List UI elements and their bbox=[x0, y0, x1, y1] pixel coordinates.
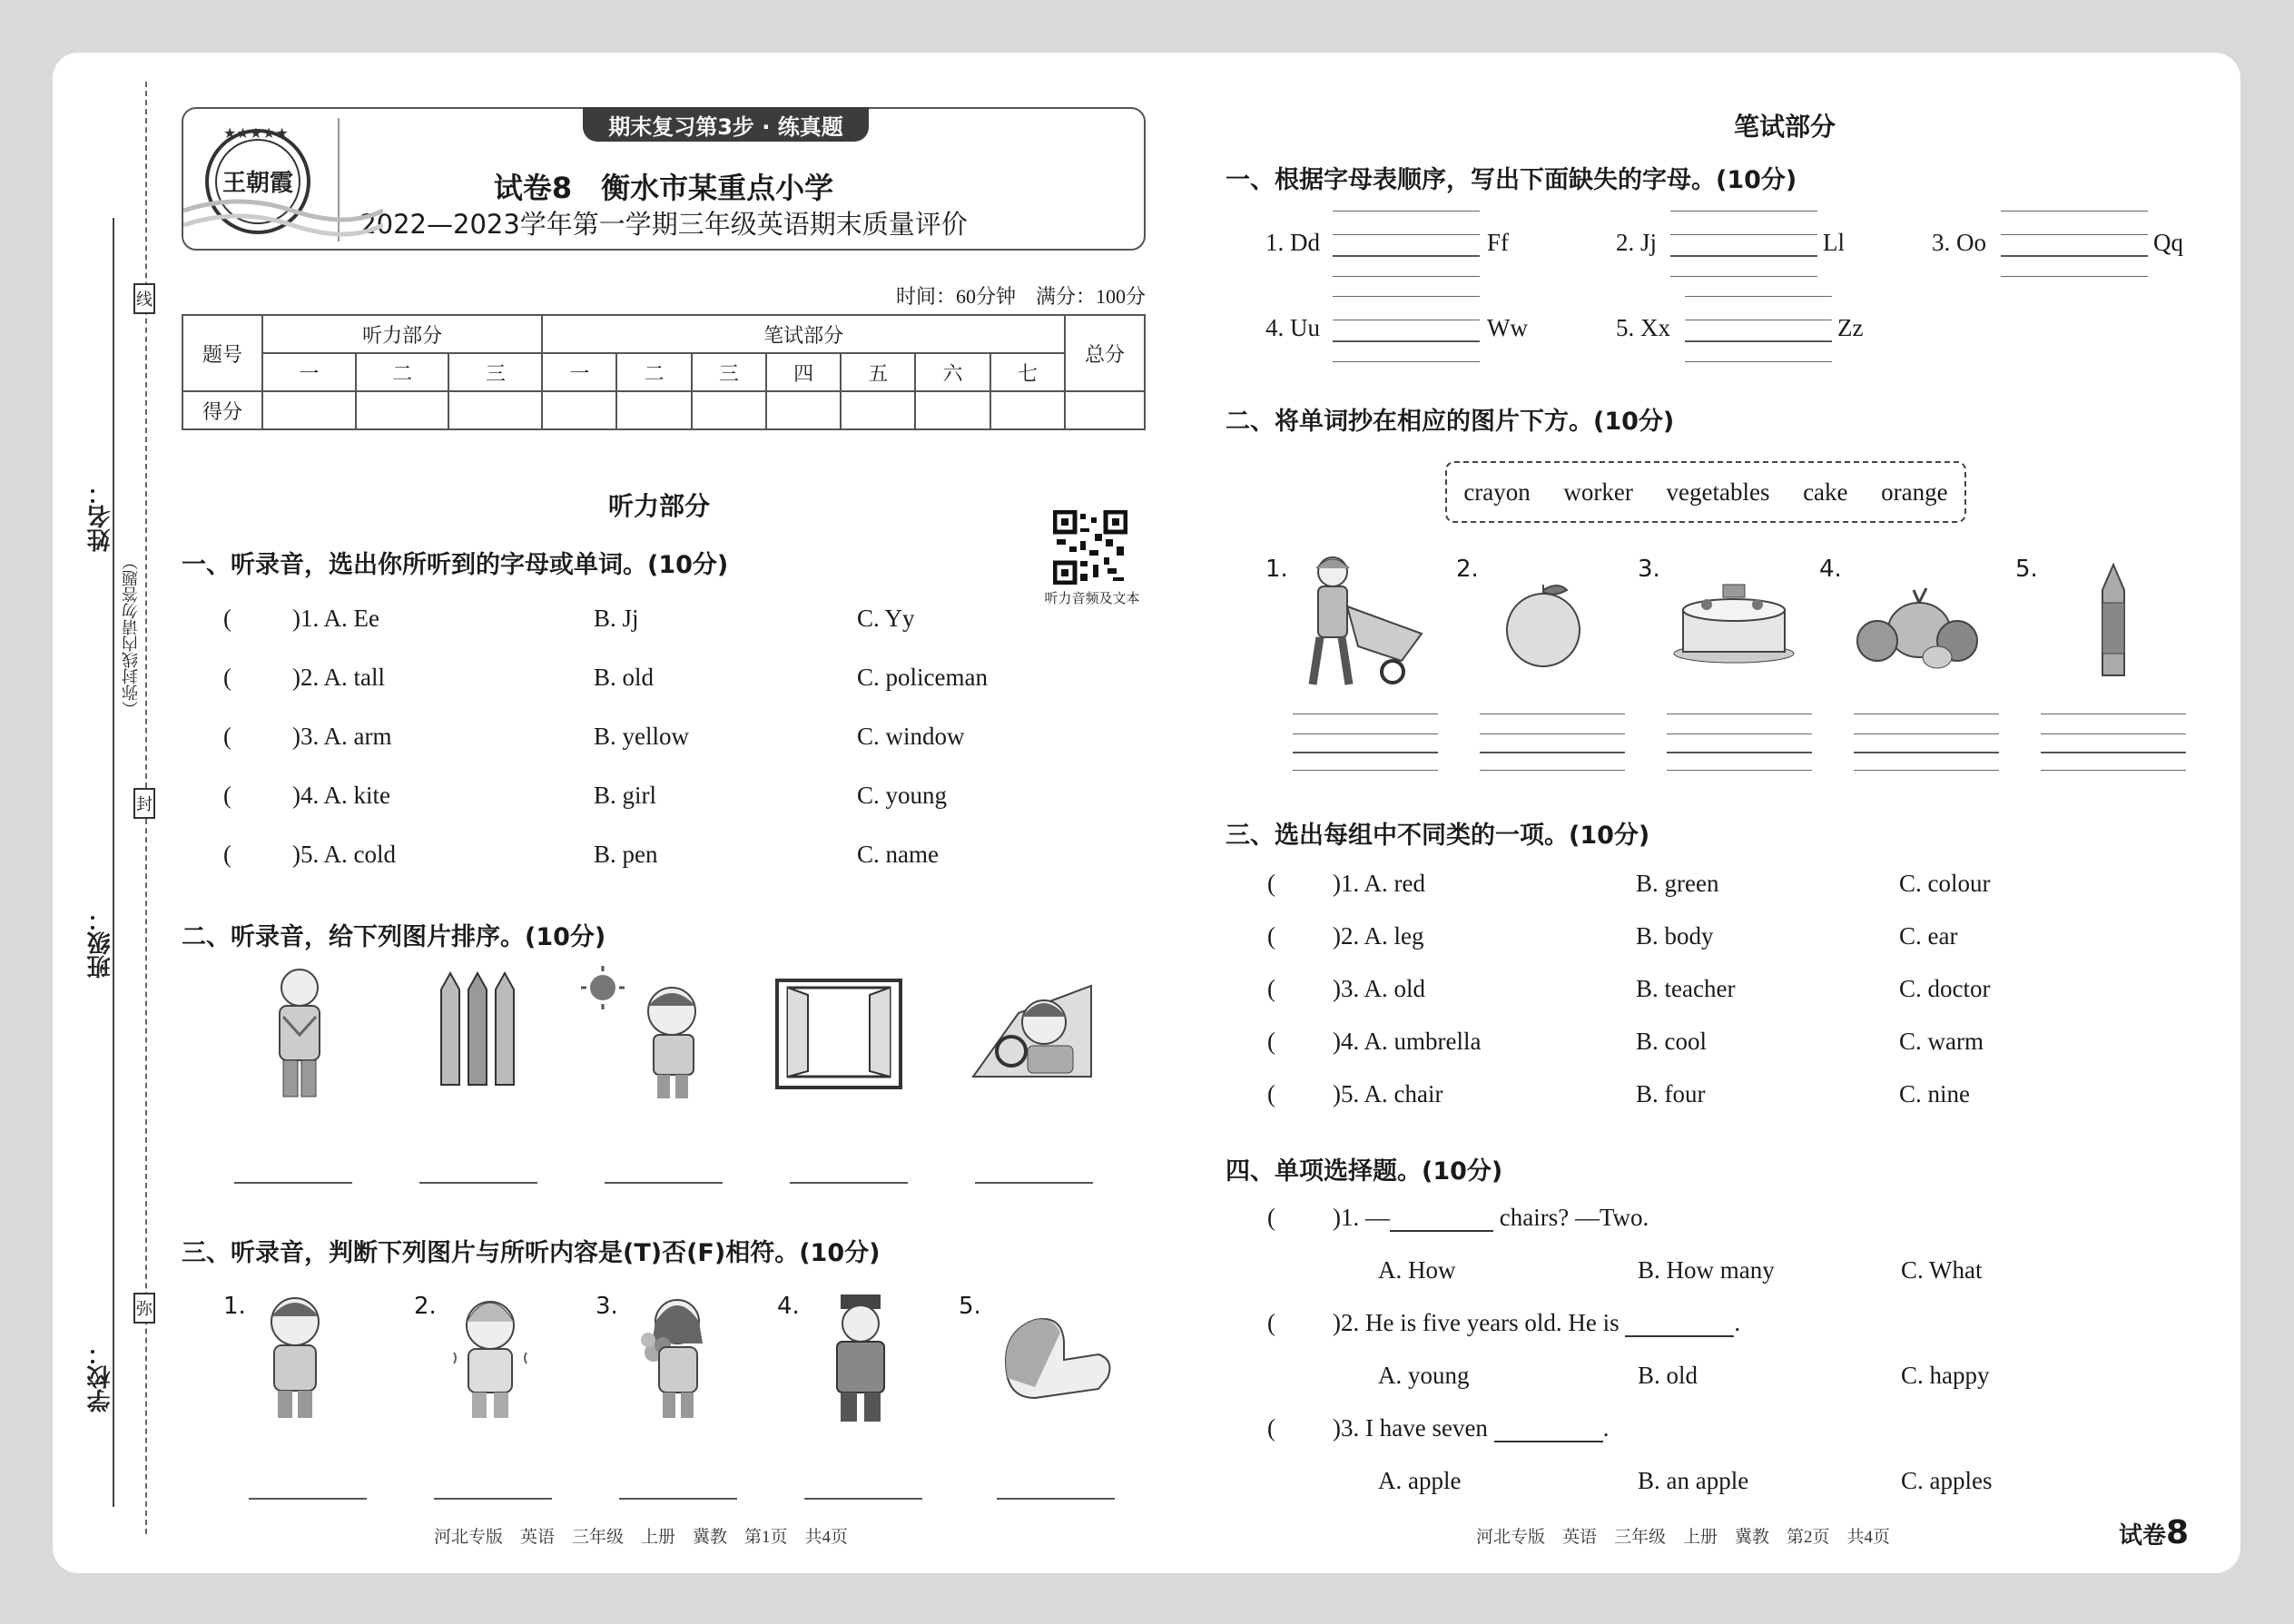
fourline bbox=[2001, 234, 2148, 235]
option-b: B. four bbox=[1636, 1080, 1706, 1107]
pic-number: 2. bbox=[1456, 556, 1479, 583]
score-cell[interactable] bbox=[990, 391, 1065, 429]
paper-badge-label: 试卷 bbox=[2119, 1522, 2167, 1550]
answer-paren[interactable]: ( bbox=[1267, 975, 1275, 1002]
score-cell[interactable] bbox=[915, 391, 989, 429]
col-total-header: 总分 bbox=[1065, 315, 1145, 391]
order-answer-line[interactable] bbox=[234, 1182, 352, 1184]
arm-picture bbox=[999, 1314, 1117, 1405]
write-col: 一 bbox=[542, 353, 616, 391]
q2-prefix: )2. He is five years old. He is bbox=[1333, 1309, 1620, 1336]
order-answer-line[interactable] bbox=[975, 1182, 1093, 1184]
score-cell[interactable] bbox=[1065, 391, 1145, 429]
fourline bbox=[1293, 733, 1438, 734]
fourline bbox=[1333, 276, 1480, 277]
tf-answer-line[interactable] bbox=[619, 1498, 737, 1500]
seal-feng: 封 bbox=[133, 788, 155, 819]
boy-touching-head-picture bbox=[254, 1289, 336, 1421]
option-c: C. ear bbox=[1899, 922, 1958, 950]
pic-number: 2. bbox=[414, 1293, 437, 1320]
list-item: )2. A. tall bbox=[292, 664, 385, 691]
exam-sheet bbox=[53, 53, 2240, 1573]
fourline bbox=[1854, 733, 1999, 734]
write-col: 三 bbox=[692, 353, 766, 391]
letter-prefix: 3. Oo bbox=[1932, 229, 1986, 256]
word-bank-item: orange bbox=[1881, 477, 1948, 506]
score-cell[interactable] bbox=[692, 391, 766, 429]
word-blank[interactable] bbox=[1854, 752, 1999, 753]
mc-question-2 bbox=[1333, 1309, 1740, 1337]
writing-heading: 笔试部分 bbox=[1734, 112, 1836, 142]
listen-col: 一 bbox=[262, 353, 356, 391]
option-b: B. yellow bbox=[594, 723, 689, 750]
word-bank-item: vegetables bbox=[1666, 477, 1770, 506]
letter-suffix: Qq bbox=[2153, 229, 2183, 256]
q2-blank[interactable] bbox=[1625, 1335, 1734, 1337]
option-c: C. nine bbox=[1899, 1080, 1970, 1107]
seal-xian: 线 bbox=[133, 283, 155, 314]
option-b: B. How many bbox=[1638, 1256, 1775, 1284]
score-cell[interactable] bbox=[616, 391, 691, 429]
letter-blank[interactable] bbox=[1670, 255, 1817, 257]
fourline bbox=[1685, 361, 1832, 362]
list-item: )3. A. old bbox=[1333, 975, 1426, 1002]
school-label: 学校： bbox=[87, 1342, 114, 1412]
order-answer-line[interactable] bbox=[419, 1182, 537, 1184]
list-item: )5. A. cold bbox=[292, 841, 396, 868]
worker-picture bbox=[1302, 552, 1429, 693]
word-bank-item: crayon bbox=[1463, 477, 1531, 506]
fourline bbox=[1685, 296, 1832, 297]
option-a: A. young bbox=[1378, 1362, 1470, 1389]
pic-number: 1. bbox=[1265, 556, 1288, 583]
q3-blank[interactable] bbox=[1494, 1441, 1603, 1442]
listen-part1-title: 一、听录音，选出你所听到的字母或单词。(10分) bbox=[182, 551, 729, 579]
letter-prefix: 2. Jj bbox=[1616, 229, 1658, 256]
list-item: )4. A. kite bbox=[292, 782, 390, 809]
cake-picture bbox=[1670, 574, 1797, 664]
answer-paren[interactable]: ( bbox=[1267, 1204, 1275, 1231]
header-wave-decoration bbox=[183, 192, 383, 251]
write-part2-title: 二、将单词抄在相应的图片下方。(10分) bbox=[1226, 408, 1675, 436]
pic-number: 1. bbox=[223, 1293, 246, 1320]
exam-header bbox=[182, 107, 1146, 251]
pencils-picture bbox=[432, 971, 523, 1098]
option-b: B. Jj bbox=[594, 605, 639, 632]
q1-prefix: )1. — bbox=[1333, 1204, 1390, 1231]
girl-flowers-picture bbox=[630, 1289, 721, 1421]
score-cell[interactable] bbox=[356, 391, 449, 429]
option-c: C. window bbox=[857, 723, 965, 750]
listen-col: 二 bbox=[356, 353, 449, 391]
score-cell[interactable] bbox=[448, 391, 542, 429]
qr-caption: 听力音频及文本 bbox=[1044, 590, 1140, 606]
pic-number: 4. bbox=[1819, 556, 1842, 583]
option-b: B. cool bbox=[1636, 1028, 1707, 1055]
tf-answer-line[interactable] bbox=[434, 1498, 552, 1500]
seal-mi: 弥 bbox=[133, 1293, 155, 1324]
option-b: B. green bbox=[1636, 870, 1719, 897]
exam-title: 试卷8 衡水市某重点小学 bbox=[493, 171, 834, 205]
policeman-picture bbox=[815, 1289, 906, 1425]
answer-paren[interactable]: ( bbox=[223, 782, 231, 809]
word-blank[interactable] bbox=[1293, 752, 1438, 753]
binding-note: （弥封线内请勿答题） bbox=[122, 554, 141, 717]
letter-prefix: 5. Xx bbox=[1616, 314, 1670, 341]
write-part4-title: 四、单项选择题。(10分) bbox=[1226, 1157, 1503, 1186]
score-cell[interactable] bbox=[262, 391, 356, 429]
tf-answer-line[interactable] bbox=[249, 1498, 367, 1500]
write-part3-title: 三、选出每组中不同类的一项。(10分) bbox=[1226, 822, 1650, 850]
write-col: 五 bbox=[841, 353, 915, 391]
word-blank[interactable] bbox=[2041, 752, 2186, 753]
footer-right: 河北专版 英语 三年级 上册 冀教 第2页 共4页 bbox=[1476, 1528, 1891, 1547]
letter-blank[interactable] bbox=[1333, 255, 1480, 257]
svg-text:王朝霞: 王朝霞 bbox=[222, 170, 294, 197]
letter-suffix: Zz bbox=[1837, 314, 1864, 341]
letter-prefix: 1. Dd bbox=[1265, 229, 1320, 256]
fourline bbox=[1293, 770, 1438, 771]
fourline bbox=[2041, 770, 2186, 771]
fourline bbox=[1480, 770, 1625, 771]
listen-part2-title: 二、听录音，给下列图片排序。(10分) bbox=[182, 923, 606, 951]
list-item: )5. A. chair bbox=[1333, 1080, 1443, 1107]
option-c: C. happy bbox=[1901, 1362, 1990, 1389]
score-row-label: 得分 bbox=[182, 391, 262, 429]
option-c: C. name bbox=[857, 841, 939, 868]
write-col: 六 bbox=[915, 353, 989, 391]
binding-solid-line bbox=[113, 218, 114, 1507]
option-c: C. doctor bbox=[1899, 975, 1991, 1002]
option-c: C. policeman bbox=[857, 664, 988, 691]
tf-answer-line[interactable] bbox=[804, 1498, 922, 1500]
write-col: 四 bbox=[766, 353, 841, 391]
fourline bbox=[2001, 276, 2148, 277]
answer-paren[interactable]: ( bbox=[223, 605, 231, 632]
fourline bbox=[1670, 234, 1817, 235]
list-item: )4. A. umbrella bbox=[1333, 1028, 1482, 1055]
fourline bbox=[1667, 733, 1812, 734]
option-c: C. apples bbox=[1901, 1467, 1993, 1494]
orange-picture bbox=[1503, 579, 1585, 670]
col-no-header: 题号 bbox=[182, 315, 262, 391]
option-b: B. body bbox=[1636, 922, 1714, 950]
write-part1-title: 一、根据字母表顺序，写出下面缺失的字母。(10分) bbox=[1226, 166, 1797, 194]
letter-blank[interactable] bbox=[1685, 340, 1832, 342]
letter-prefix: 4. Uu bbox=[1265, 314, 1320, 341]
option-b: B. girl bbox=[594, 782, 657, 809]
svg-text:★★★★★: ★★★★★ bbox=[223, 124, 289, 142]
q2-suffix: . bbox=[1734, 1309, 1741, 1336]
fourline bbox=[1333, 234, 1480, 235]
class-label: 班级： bbox=[87, 908, 114, 979]
option-b: B. pen bbox=[594, 841, 658, 868]
answer-paren[interactable]: ( bbox=[1267, 922, 1275, 950]
answer-paren[interactable]: ( bbox=[1267, 1309, 1275, 1336]
fourline bbox=[1480, 733, 1625, 734]
option-b: B. an apple bbox=[1638, 1467, 1749, 1494]
pic-number: 5. bbox=[2015, 556, 2038, 583]
word-bank-item: worker bbox=[1563, 477, 1633, 506]
letter-blank[interactable] bbox=[1333, 340, 1480, 342]
option-c: C. young bbox=[857, 782, 948, 809]
list-item: )1. A. red bbox=[1333, 870, 1425, 897]
review-tag: 期末复习第3步 · 练真题 bbox=[583, 107, 869, 142]
listen-col: 三 bbox=[448, 353, 542, 391]
listen-part3-title: 三、听录音，判断下列图片与所听内容是(T)否(F)相符。(10分) bbox=[182, 1239, 881, 1267]
fourline bbox=[1854, 770, 1999, 771]
name-label: 姓名： bbox=[87, 481, 114, 552]
answer-paren[interactable]: ( bbox=[223, 723, 231, 750]
word-blank[interactable] bbox=[1667, 752, 1812, 753]
mc-question-1 bbox=[1333, 1204, 1649, 1232]
fourline bbox=[2041, 733, 2186, 734]
option-c: C. Yy bbox=[857, 605, 915, 632]
fourline bbox=[1670, 211, 1817, 212]
col-write-header: 笔试部分 bbox=[542, 315, 1065, 353]
q1-blank[interactable] bbox=[1390, 1230, 1493, 1232]
pic-number: 5. bbox=[959, 1293, 981, 1320]
paper-badge-number: 8 bbox=[2166, 1514, 2190, 1551]
list-item: )3. A. arm bbox=[292, 723, 392, 750]
word-bank-item: cake bbox=[1803, 477, 1848, 506]
q3-prefix: )3. I have seven bbox=[1333, 1414, 1488, 1442]
option-b: B. old bbox=[1638, 1362, 1698, 1389]
score-cell[interactable] bbox=[766, 391, 841, 429]
answer-paren[interactable]: ( bbox=[1267, 1028, 1275, 1055]
paper-badge bbox=[2119, 1514, 2189, 1551]
word-bank bbox=[1445, 461, 1966, 523]
option-a: A. How bbox=[1378, 1256, 1456, 1284]
option-c: C. What bbox=[1901, 1256, 1983, 1284]
answer-paren[interactable]: ( bbox=[1267, 1080, 1275, 1107]
fourline bbox=[1667, 770, 1812, 771]
list-item: )2. A. leg bbox=[1333, 922, 1424, 950]
answer-paren[interactable]: ( bbox=[1267, 870, 1275, 897]
fourline bbox=[2001, 211, 2148, 212]
crayon-picture bbox=[2095, 563, 2132, 681]
grandpa-picture bbox=[254, 962, 345, 1103]
option-b: B. old bbox=[594, 664, 655, 691]
option-c: C. warm bbox=[1899, 1028, 1984, 1055]
window-picture bbox=[775, 979, 902, 1089]
listening-heading: 听力部分 bbox=[608, 491, 711, 521]
letter-blank[interactable] bbox=[2001, 255, 2148, 257]
exam-meta: 时间：60分钟 满分：100分 bbox=[895, 285, 1146, 308]
fourline bbox=[1670, 276, 1817, 277]
letter-suffix: Ll bbox=[1823, 229, 1845, 256]
q3-suffix: . bbox=[1602, 1414, 1610, 1442]
list-item: )1. A. Ee bbox=[292, 605, 379, 632]
mc-question-3 bbox=[1333, 1414, 1609, 1442]
qr-code bbox=[1053, 510, 1127, 585]
answer-paren[interactable]: ( bbox=[223, 841, 231, 868]
col-listen-header: 听力部分 bbox=[262, 315, 542, 353]
score-cell[interactable] bbox=[542, 391, 616, 429]
option-b: B. teacher bbox=[1636, 975, 1736, 1002]
letter-suffix: Ww bbox=[1487, 314, 1528, 341]
cold-boy-picture bbox=[445, 1289, 536, 1421]
answer-paren[interactable]: ( bbox=[1267, 1414, 1275, 1442]
fourline bbox=[1333, 296, 1480, 297]
write-col: 二 bbox=[616, 353, 691, 391]
pic-number: 3. bbox=[1638, 556, 1660, 583]
answer-paren[interactable]: ( bbox=[223, 664, 231, 691]
exam-subtitle: 2022—2023学年第一学期三年级英语期末质量评价 bbox=[359, 209, 968, 240]
footer-left: 河北专版 英语 三年级 上册 冀教 第1页 共4页 bbox=[434, 1528, 849, 1547]
q1-suffix: chairs? —Two. bbox=[1499, 1204, 1649, 1231]
order-answer-line[interactable] bbox=[605, 1182, 723, 1184]
pic-number: 4. bbox=[777, 1293, 800, 1320]
driving-boy-picture bbox=[964, 977, 1100, 1088]
score-table bbox=[182, 314, 1146, 430]
order-answer-line[interactable] bbox=[790, 1182, 908, 1184]
fourline bbox=[1333, 361, 1480, 362]
word-blank[interactable] bbox=[1480, 752, 1625, 753]
tf-answer-line[interactable] bbox=[997, 1498, 1115, 1500]
vegetables-picture bbox=[1850, 581, 1986, 672]
pic-number: 3. bbox=[596, 1293, 618, 1320]
option-c: C. colour bbox=[1899, 870, 1991, 897]
fourline bbox=[1333, 211, 1480, 212]
option-a: A. apple bbox=[1378, 1467, 1462, 1494]
write-col: 七 bbox=[990, 353, 1065, 391]
hot-boy-picture bbox=[581, 962, 717, 1103]
letter-suffix: Ff bbox=[1487, 229, 1510, 256]
score-cell[interactable] bbox=[841, 391, 915, 429]
